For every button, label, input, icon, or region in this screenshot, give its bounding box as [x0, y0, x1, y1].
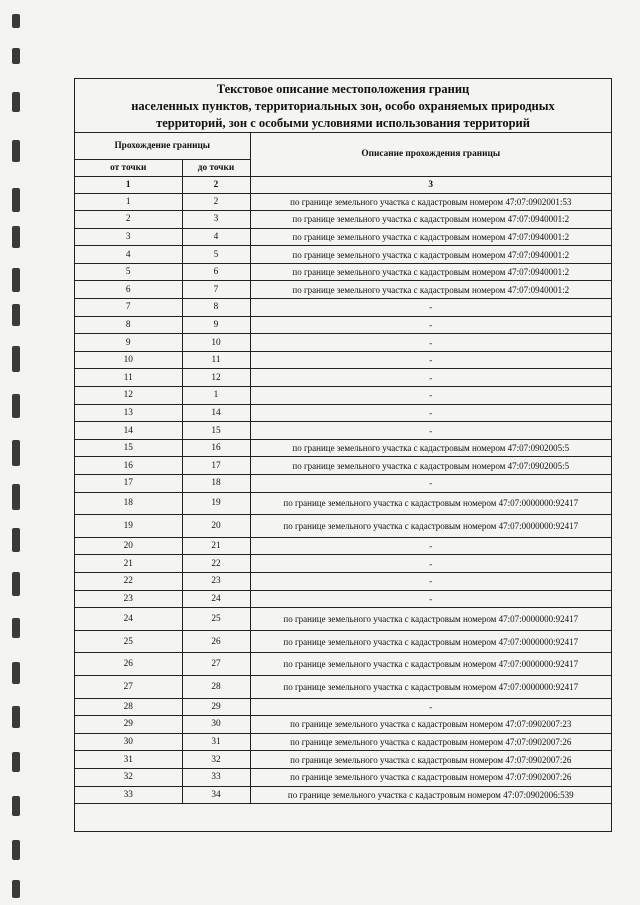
table-row	[75, 716, 611, 734]
cell-to: 9	[182, 316, 250, 334]
cell-from: 6	[75, 281, 182, 299]
cell-desc: по границе земельного участка с кадастровым номером 47:07:0940001:2	[250, 211, 611, 229]
binding-hole	[12, 528, 20, 552]
cell-desc: -	[250, 316, 611, 334]
cell-from: 7	[75, 299, 182, 317]
binding-hole	[12, 92, 20, 112]
cell-desc: по границе земельного участка с кадастровым номером 47:07:0000000:92417	[250, 675, 611, 698]
table-row	[75, 608, 611, 631]
cell-to: 30	[182, 716, 250, 734]
cell-to: 33	[182, 768, 250, 786]
cell-to: 4	[182, 228, 250, 246]
cell-to: 1	[182, 387, 250, 405]
cell-to: 15	[182, 422, 250, 440]
cell-from: 9	[75, 334, 182, 352]
cell-desc: по границе земельного участка с кадастровым номером 47:07:0902001:53	[250, 193, 611, 211]
binding-hole	[12, 752, 20, 772]
cell-desc: по границе земельного участка с кадастровым номером 47:07:0940001:2	[250, 246, 611, 264]
cell-from: 23	[75, 590, 182, 608]
cell-to: 10	[182, 334, 250, 352]
cell-desc: по границе земельного участка с кадастровым номером 47:07:0902007:23	[250, 716, 611, 734]
cell-desc: -	[250, 422, 611, 440]
binding-hole	[12, 346, 20, 372]
table-row	[75, 675, 611, 698]
table-row	[75, 733, 611, 751]
cell-desc: -	[250, 555, 611, 573]
cell-to: 26	[182, 630, 250, 653]
table-row	[75, 768, 611, 786]
cell-desc: -	[250, 351, 611, 369]
cell-to: 8	[182, 299, 250, 317]
table-row	[75, 351, 611, 369]
cell-from: 13	[75, 404, 182, 422]
table-row	[75, 555, 611, 573]
table-row	[75, 457, 611, 475]
cell-desc: по границе земельного участка с кадастровым номером 47:07:0000000:92417	[250, 630, 611, 653]
binding-hole	[12, 840, 20, 860]
cell-to: 19	[182, 492, 250, 515]
cell-from: 26	[75, 653, 182, 676]
cell-to: 16	[182, 439, 250, 457]
table-row	[75, 404, 611, 422]
table-row	[75, 653, 611, 676]
cell-to: 34	[182, 786, 250, 804]
cell-desc: -	[250, 299, 611, 317]
table-row	[75, 590, 611, 608]
header-col-1: 1	[75, 176, 182, 193]
cell-from: 20	[75, 537, 182, 555]
table-row	[75, 698, 611, 716]
cell-to: 11	[182, 351, 250, 369]
cell-from: 1	[75, 193, 182, 211]
cell-from: 31	[75, 751, 182, 769]
cell-to: 22	[182, 555, 250, 573]
binding-hole	[12, 188, 20, 212]
cell-from: 10	[75, 351, 182, 369]
table-row	[75, 572, 611, 590]
binding-strip	[12, 0, 22, 905]
cell-to: 17	[182, 457, 250, 475]
binding-hole	[12, 268, 20, 292]
table-row	[75, 281, 611, 299]
cell-desc: по границе земельного участка с кадастровым номером 47:07:0940001:2	[250, 263, 611, 281]
binding-hole	[12, 484, 20, 510]
cell-desc: -	[250, 404, 611, 422]
cell-from: 3	[75, 228, 182, 246]
cell-from: 25	[75, 630, 182, 653]
table-row	[75, 316, 611, 334]
binding-hole	[12, 140, 20, 162]
cell-from: 18	[75, 492, 182, 515]
binding-hole	[12, 796, 20, 816]
header-group: Прохождение границы	[75, 133, 250, 159]
document-frame	[74, 78, 612, 832]
binding-hole	[12, 226, 20, 248]
cell-desc: -	[250, 334, 611, 352]
cell-desc: -	[250, 698, 611, 716]
cell-to: 5	[182, 246, 250, 264]
table-row	[75, 263, 611, 281]
table-row	[75, 246, 611, 264]
cell-desc: -	[250, 537, 611, 555]
table-row	[75, 228, 611, 246]
cell-from: 16	[75, 457, 182, 475]
table-row	[75, 439, 611, 457]
cell-desc: -	[250, 572, 611, 590]
table-row	[75, 299, 611, 317]
document-title	[75, 79, 611, 133]
cell-to: 20	[182, 515, 250, 538]
cell-desc: по границе земельного участка с кадастровым номером 47:07:0902005:5	[250, 457, 611, 475]
table-row	[75, 387, 611, 405]
cell-desc: по границе земельного участка с кадастровым номером 47:07:0902007:26	[250, 751, 611, 769]
header-col-3: 3	[250, 176, 611, 193]
cell-desc: по границе земельного участка с кадастровым номером 47:07:0902005:5	[250, 439, 611, 457]
cell-to: 3	[182, 211, 250, 229]
table-row	[75, 786, 611, 804]
cell-desc: по границе земельного участка с кадастровым номером 47:07:0000000:92417	[250, 653, 611, 676]
cell-from: 22	[75, 572, 182, 590]
binding-hole	[12, 662, 20, 684]
cell-to: 23	[182, 572, 250, 590]
cell-desc: по границе земельного участка с кадастровым номером 47:07:0902006:539	[250, 786, 611, 804]
header-from-point: от точки	[75, 159, 182, 176]
table-row	[75, 422, 611, 440]
binding-hole	[12, 706, 20, 728]
cell-from: 8	[75, 316, 182, 334]
binding-hole	[12, 618, 20, 638]
cell-to: 25	[182, 608, 250, 631]
table-row	[75, 475, 611, 493]
cell-to: 31	[182, 733, 250, 751]
cell-from: 12	[75, 387, 182, 405]
cell-from: 14	[75, 422, 182, 440]
title-line-3: территорий, зон с особыми условиями использования территорий	[156, 116, 530, 130]
cell-from: 29	[75, 716, 182, 734]
cell-desc: по границе земельного участка с кадастровым номером 47:07:0000000:92417	[250, 515, 611, 538]
binding-hole	[12, 394, 20, 418]
cell-to: 14	[182, 404, 250, 422]
cell-desc: по границе земельного участка с кадастровым номером 47:07:0902007:26	[250, 733, 611, 751]
cell-desc: по границе земельного участка с кадастровым номером 47:07:0940001:2	[250, 281, 611, 299]
cell-to: 27	[182, 653, 250, 676]
table-row	[75, 751, 611, 769]
table-row	[75, 193, 611, 211]
binding-hole	[12, 304, 20, 326]
cell-desc: по границе земельного участка с кадастровым номером 47:07:0902007:26	[250, 768, 611, 786]
cell-from: 5	[75, 263, 182, 281]
cell-from: 2	[75, 211, 182, 229]
header-description: Описание прохождения границы	[250, 133, 611, 176]
cell-from: 28	[75, 698, 182, 716]
cell-from: 32	[75, 768, 182, 786]
table-body	[75, 193, 611, 804]
cell-from: 27	[75, 675, 182, 698]
table-row	[75, 211, 611, 229]
table-row	[75, 334, 611, 352]
binding-hole	[12, 572, 20, 596]
cell-from: 4	[75, 246, 182, 264]
cell-desc: -	[250, 369, 611, 387]
cell-from: 19	[75, 515, 182, 538]
cell-desc: -	[250, 475, 611, 493]
binding-hole	[12, 880, 20, 898]
cell-from: 30	[75, 733, 182, 751]
table-row	[75, 369, 611, 387]
cell-from: 11	[75, 369, 182, 387]
cell-desc: по границе земельного участка с кадастровым номером 47:07:0940001:2	[250, 228, 611, 246]
title-line-2: населенных пунктов, территориальных зон, особо охраняемых природных	[131, 99, 555, 113]
cell-desc: по границе земельного участка с кадастровым номером 47:07:0000000:92417	[250, 492, 611, 515]
cell-desc: -	[250, 590, 611, 608]
table-row	[75, 537, 611, 555]
cell-from: 17	[75, 475, 182, 493]
cell-to: 18	[182, 475, 250, 493]
cell-desc: по границе земельного участка с кадастровым номером 47:07:0000000:92417	[250, 608, 611, 631]
header-col-2: 2	[182, 176, 250, 193]
binding-hole	[12, 48, 20, 64]
table-row	[75, 492, 611, 515]
binding-hole	[12, 14, 20, 28]
cell-to: 2	[182, 193, 250, 211]
table-row	[75, 515, 611, 538]
cell-to: 24	[182, 590, 250, 608]
table-row	[75, 630, 611, 653]
title-line-1: Текстовое описание местоположения границ	[216, 82, 470, 96]
header-to-point: до точки	[182, 159, 250, 176]
cell-from: 15	[75, 439, 182, 457]
cell-to: 12	[182, 369, 250, 387]
cell-from: 33	[75, 786, 182, 804]
binding-hole	[12, 440, 20, 466]
cell-to: 29	[182, 698, 250, 716]
cell-to: 7	[182, 281, 250, 299]
cell-to: 21	[182, 537, 250, 555]
cell-to: 6	[182, 263, 250, 281]
cell-from: 21	[75, 555, 182, 573]
cell-to: 28	[182, 675, 250, 698]
cell-to: 32	[182, 751, 250, 769]
cell-from: 24	[75, 608, 182, 631]
boundary-table	[75, 133, 611, 804]
cell-desc: -	[250, 387, 611, 405]
